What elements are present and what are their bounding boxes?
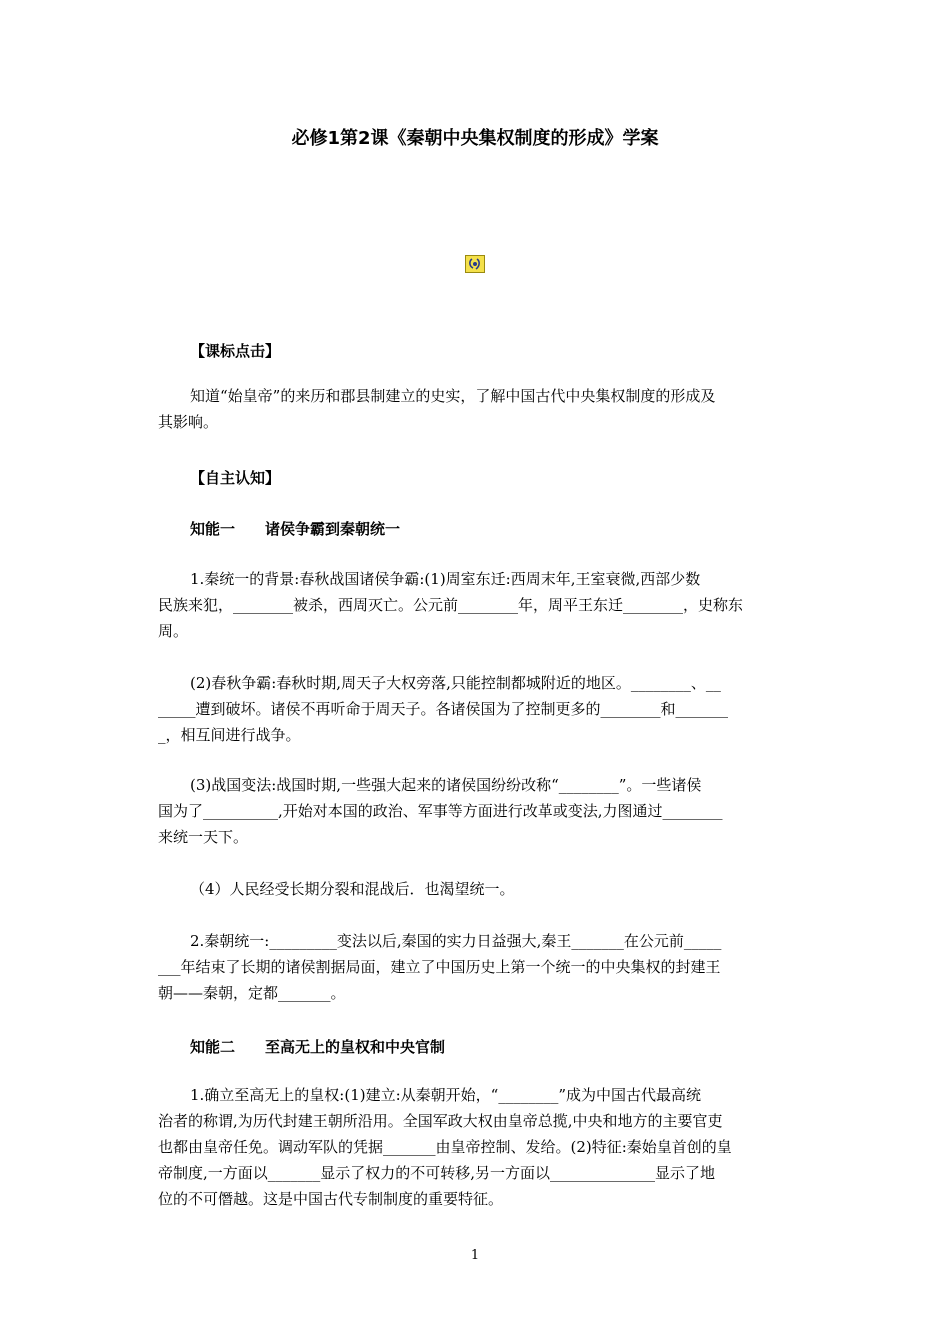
paragraph-line: 国为了__________,开始对本国的政治、军事等方面进行改革或变法,力图通过________ bbox=[158, 802, 723, 820]
paragraph-line: 民族来犯，________被杀，西周灭亡。公元前________年，周平王东迁________，史称东 bbox=[158, 596, 744, 614]
paragraph-line: 周。 bbox=[158, 622, 189, 640]
page-number: 1 bbox=[470, 1248, 480, 1263]
curriculum-heading: 【课标点击】 bbox=[190, 342, 281, 360]
document-title: 必修1第2课《秦朝中央集权制度的形成》学案 bbox=[291, 128, 659, 149]
clip-art-placeholder-icon bbox=[465, 255, 485, 273]
topic1-heading: 知能一 诸侯争霸到秦朝统一 bbox=[190, 520, 401, 538]
paragraph-line: 其影响。 bbox=[158, 413, 219, 431]
paragraph-line: 1.秦统一的背景:春秋战国诸侯争霸:(1)周室东迁:西周末年,王室衰微,西部少数 bbox=[190, 570, 701, 588]
paragraph-line: 知道“始皇帝”的来历和郡县制建立的史实，了解中国古代中央集权制度的形成及 bbox=[190, 387, 716, 405]
paragraph-line: 治者的称谓,为历代封建王朝所沿用。全国军政大权由皇帝总揽,中央和地方的主要官吏 bbox=[158, 1112, 723, 1130]
paragraph-line: _，相互间进行战争。 bbox=[158, 726, 301, 744]
paragraph-line: (3)战国变法:战国时期,一些强大起来的诸侯国纷纷改称“________”。一些诸侯 bbox=[190, 776, 702, 794]
topic1-paragraph-4 bbox=[158, 876, 794, 902]
topic1-paragraph-1 bbox=[158, 566, 794, 644]
topic1-paragraph-5 bbox=[158, 928, 794, 1006]
paragraph-line: 朝——秦朝，定都_______。 bbox=[158, 984, 346, 1002]
paragraph-line: 也都由皇帝任免。调动军队的凭据_______由皇帝控制、发给。(2)特征:秦始皇首创的皇 bbox=[158, 1138, 732, 1156]
topic1-paragraph-3 bbox=[158, 772, 794, 850]
paragraph-line: 2.秦朝统一:_________变法以后,秦国的实力日益强大,秦王_______在公元前_____ bbox=[190, 932, 722, 950]
paragraph-line: (2)春秋争霸:春秋时期,周天子大权旁落,只能控制都城附近的地区。________、__ bbox=[190, 674, 721, 692]
paragraph-line: （4）人民经受长期分裂和混战后．也渴望统一。 bbox=[190, 880, 515, 898]
topic2-heading: 知能二 至高无上的皇权和中央官制 bbox=[190, 1038, 446, 1056]
paragraph-line: 1.确立至高无上的皇权:(1)建立:从秦朝开始，“________”成为中国古代最高统 bbox=[190, 1086, 702, 1104]
paragraph-line: _____遭到破坏。诸侯不再听命于周天子。各诸侯国为了控制更多的________和_______ bbox=[158, 700, 729, 718]
paragraph-line: 帝制度,一方面以_______显示了权力的不可转移,另一方面以______________显示了地 bbox=[158, 1164, 716, 1182]
self-study-heading: 【自主认知】 bbox=[190, 469, 281, 487]
paragraph-line: 位的不可僭越。这是中国古代专制制度的重要特征。 bbox=[158, 1190, 504, 1208]
paragraph-line: ___年结束了长期的诸侯割据局面，建立了中国历史上第一个统一的中央集权的封建王 bbox=[158, 958, 721, 976]
paragraph-line: 来统一天下。 bbox=[158, 828, 249, 846]
topic1-paragraph-2 bbox=[158, 670, 794, 748]
topic2-paragraph-1 bbox=[158, 1082, 794, 1212]
curriculum-paragraph bbox=[158, 383, 794, 435]
